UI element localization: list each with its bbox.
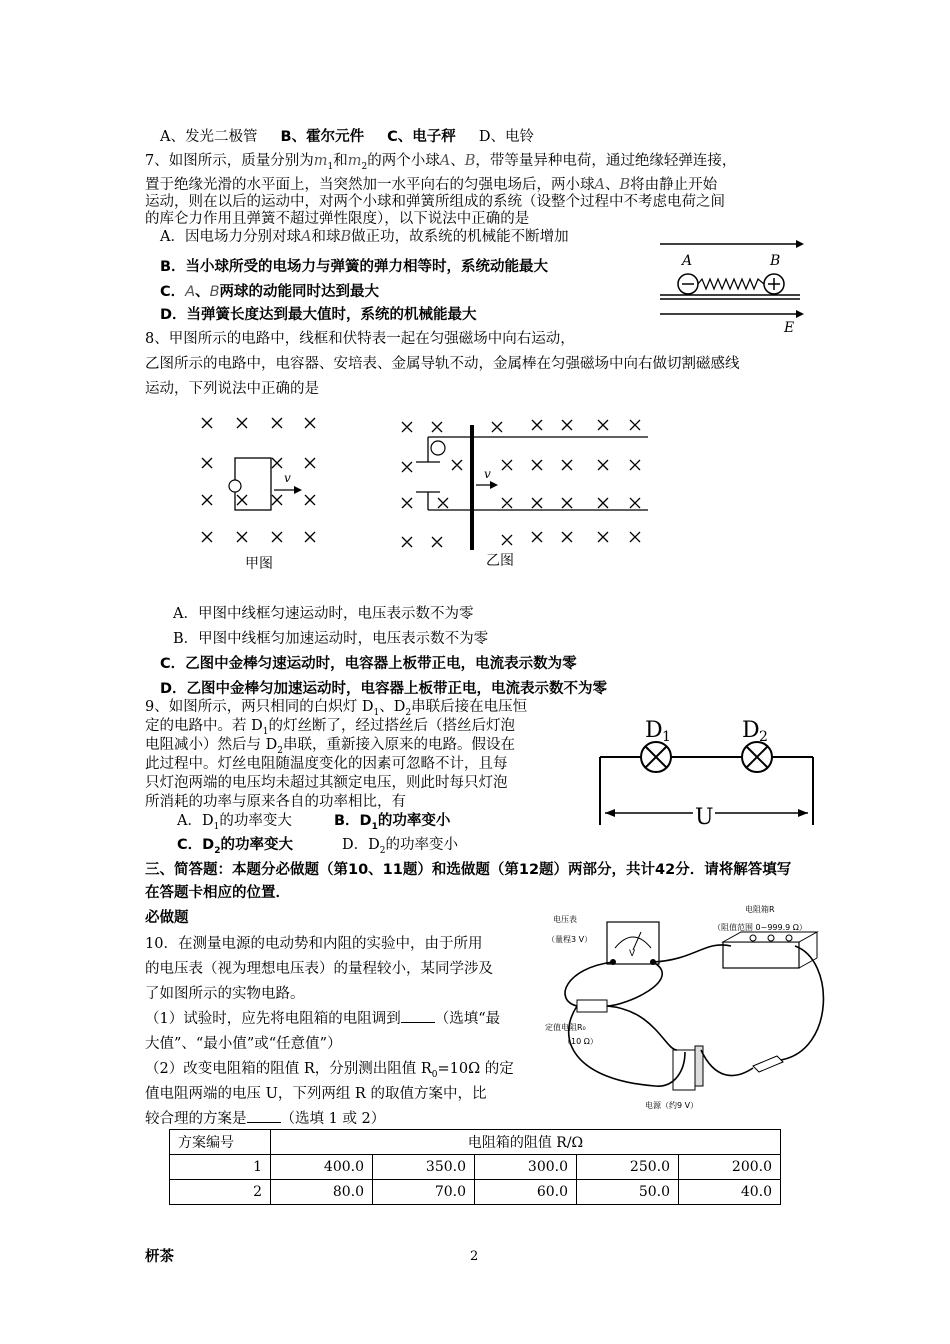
q7-option-c [160,283,379,301]
q9-optds: 2 [379,845,386,856]
q9-option-d [342,836,458,860]
q7-m1: m [313,153,328,169]
q9-l1b: 、D [379,699,406,715]
q7-l2-b: B [619,177,631,193]
fixed-resistor-icon [577,1000,607,1012]
q7-opta-post: 做正功，故系统的机械能不断增加 [351,229,569,245]
q9-option-a [177,812,292,836]
q9-optas: 1 [213,821,220,832]
resistor-box-icon [723,942,799,968]
q8-option-c: C．乙图中金棒匀速运动时，电容器上板带正电，电流表示数为零 [160,656,577,672]
q10-l4b: （选填“最 [434,1011,501,1027]
q10-line5: 大值”、“最小值”或“任意值”） [145,1036,342,1052]
q10-circuit-figure [545,900,835,1115]
q7-opta-b: B [340,229,352,245]
q7-opta-mid: 和球 [311,229,341,245]
table-header-plan: 方案编号 [170,1130,271,1155]
q9-optbs: 1 [371,821,378,832]
q7-optc-post: 两球的动能同时达到最大 [219,284,380,300]
q9-l1c: 串联后接在电压恒 [411,699,528,715]
q9-optbb: 的功率变小 [377,813,451,829]
table-cell: 200.0 [679,1155,781,1180]
q8-figure [190,410,660,580]
q9-line6: 所消耗的功率与原来各自的功率相比，有 [145,794,406,810]
q10-fig-v: V [629,949,636,959]
q8-jia-label: 甲图 [245,556,273,572]
table-cell: 60.0 [475,1180,577,1205]
q7-text: 7、如图所示，质量分别为 [145,153,314,169]
q10-l8b: （选填 1 或 2） [280,1111,386,1127]
section3-line2: 在答题卡相应的位置． [145,885,290,901]
q9-fig-u: U [695,805,714,830]
table-cell: 40.0 [679,1180,781,1205]
q9-fig-d1s: 1 [662,729,671,745]
q9-option-c [177,836,293,860]
table-cell: 80.0 [271,1180,373,1205]
switch-icon [753,1056,783,1072]
q10-fig-source-label: 电源（约9 V） [645,1101,699,1110]
table-header-row [170,1130,781,1155]
q7-line2 [145,176,717,194]
q9-fig-d1: D [645,718,663,743]
table-header-resistance: 电阻箱的阻值 R/Ω [271,1130,781,1155]
q9-l2: 定的电路中。若 D [145,718,263,734]
q10-line7: 值电阻两端的电压 U，下列两组 R 的取值方案中，比 [145,1086,487,1102]
q9-l1s: 1 [373,707,380,718]
q9-circuit-figure [595,705,820,835]
q7-spring-figure [660,232,810,337]
q7-optc-comma: 、 [195,284,210,300]
q7-sub1: 1 [327,161,334,172]
q7-line3: 运动，则在以后的运动中，对两个小球和弹簧所组成的系统（设整个过程中不考虑电荷之间 [145,194,725,210]
q10-fig-r0-label: 定值电阻R₀ [545,1023,586,1032]
table-cell: 350.0 [373,1155,475,1180]
q10-l6b: =10Ω 的定 [437,1061,514,1077]
q9-l1s2: 2 [405,707,412,718]
q8-yi-label: 乙图 [486,553,514,569]
table-cell: 250.0 [577,1155,679,1180]
q10-line2: 的电压表（视为理想电压表）的量程较小，某同学涉及 [145,961,493,977]
footer-left: 枅茶 [145,1249,174,1265]
table-row [170,1155,781,1180]
q9-l3s: 2 [277,745,283,756]
q8-jia-crosses [202,418,315,542]
q9-optdb: 的功率变小 [385,837,458,853]
q8-yi-crosses [402,420,640,547]
q9-l3b: 串联，重新接入原来的电路。假设在 [282,737,515,753]
q9-l3: 电阻减小）然后与 D [145,737,278,753]
q6-option-c: C、电子秤 [387,129,456,145]
q9-optc: C．D [177,837,215,853]
q10-fig-voltmeter-range: （量程3 V） [547,935,593,944]
q7-fig-label-e: E [784,320,795,336]
q9-optcb: 的功率变大 [220,837,293,853]
q7-l2: 置于绝缘光滑的水平面上，当突然加一水平向右的匀强电场后，两小球 [145,177,595,193]
q7-l2-a: A [594,177,605,193]
q7-optc-pre: C． [160,284,186,300]
q9-fig-d2s: 2 [759,729,768,745]
q7-fig-label-a: A [682,253,693,269]
q7-m2: m [347,153,362,169]
q9-l1: 9、如图所示，两只相同的白炽灯 D [145,699,374,715]
q7-option-b: B．当小球所受的电场力与弹簧的弹力相等时，系统动能最大 [160,259,549,275]
q7-text-c: ，带等量异种电荷，通过绝缘轻弹连接， [475,153,737,169]
q10-line3: 了如图所示的实物电路。 [145,986,305,1002]
q10-line1: 10．在测量电源的电动势和内阻的实验中，由于所用 [145,936,483,952]
q10-line4 [145,1010,500,1028]
q7-l2-end: 将由静止开始 [630,177,718,193]
q10-blank-1 [401,1022,435,1023]
table-cell: 400.0 [271,1155,373,1180]
q6-option-b: B、霍尔元件 [280,129,365,145]
q10-fig-r0-value: （10 Ω） [563,1037,598,1046]
table-cell-id: 1 [170,1155,271,1180]
q8-line3: 运动，下列说法中正确的是 [145,381,319,397]
resistance-plan-table [169,1129,781,1205]
q9-line4: 此过程中。灯丝电阻随温度变化的因素可忽略不计，且每 [145,756,508,772]
section3-must: 必做题 [145,910,189,926]
section3-line1: 三、简答题：本题分必做题（第10、11题）和选做题（第12题）两部分，共计42分．请将解答填写 [145,862,792,878]
table-row [170,1180,781,1205]
q8-option-b: B．甲图中线框匀加速运动时，电压表示数不为零 [173,631,489,647]
q7-comma: 、 [450,153,465,169]
q9-optd: D．D [342,837,380,853]
q7-line4: 的库仑力作用且弹簧不超过弹性限度），以下说法中正确的是 [145,211,530,227]
q9-line5: 只灯泡两端的电压均未超过其额定电压，则此时每只灯泡 [145,775,508,791]
table-cell-id: 2 [170,1180,271,1205]
q7-optc-b: B [209,284,220,300]
q6-option-d: D、电铃 [478,129,534,145]
q7-opta-a: A [300,229,312,245]
q9-optb: B．D [334,813,372,829]
q7-fig-label-b: B [770,253,781,269]
q7-line1 [145,152,736,176]
q7-and: 和 [333,153,348,169]
q9-l2b: 的灯丝断了，经过搭丝后（搭丝后灯泡 [268,718,515,734]
q9-option-b [334,812,450,836]
q7-opta-pre: A．因电场力分别对球 [160,229,301,245]
q7-option-a [160,228,569,246]
q10-l8a: 较合理的方案是 [145,1111,247,1127]
q8-jia-v: v [284,471,291,485]
q8-line1: 8、甲图所示的电路中，线框和伏特表一起在匀强磁场中向右运动， [145,331,575,347]
q9-optcs: 2 [214,845,221,856]
q10-fig-box-range: （阻值范围 0~999.9 Ω） [713,923,807,932]
table-cell: 300.0 [475,1155,577,1180]
q7-sub2: 2 [361,161,368,172]
q9-optab: 的功率变大 [219,813,292,829]
q8-line2: 乙图所示的电路中，电容器、安培表、金属导轨不动，金属棒在匀强磁场中向右做切割磁感线 [145,356,740,372]
q10-l4a: （1）试验时，应先将电阻箱的电阻调到 [145,1011,401,1027]
q8-option-d: D．乙图中金棒匀加速运动时，电容器上板带正电，电流表示数不为零 [160,681,608,697]
q8-yi-v: v [484,467,491,481]
q10-l6s: 0 [431,1069,438,1080]
q6-options [160,128,534,146]
q6-option-a: A、发光二极管 [160,129,258,145]
q7-b: B [464,153,476,169]
q7-option-d: D．当弹簧长度达到最大值时，系统的机械能最大 [160,307,477,323]
q7-optc-a: A [185,284,196,300]
q10-fig-box-label: 电阻箱R [745,905,775,914]
table-cell: 70.0 [373,1180,475,1205]
q10-fig-voltmeter-label: 电压表 [553,915,577,924]
q9-fig-d2: D [742,718,760,743]
q7-l2-comma: 、 [604,177,620,193]
q8-option-a: A．甲图中线框匀速运动时，电压表示数不为零 [173,606,474,622]
q9-opta: A．D [177,813,214,829]
q10-l6: （2）改变电阻箱的阻值 R，分别测出阻值 R [145,1061,432,1077]
q7-text-b: 的两个小球 [367,153,440,169]
page-number: 2 [470,1249,479,1264]
battery-icon [673,1050,695,1090]
q7-a: A [439,153,451,169]
q10-line6 [145,1060,514,1084]
q9-l2s: 1 [262,726,269,737]
table-cell: 50.0 [577,1180,679,1205]
q10-blank-2 [247,1122,281,1123]
q10-line8 [145,1110,385,1128]
